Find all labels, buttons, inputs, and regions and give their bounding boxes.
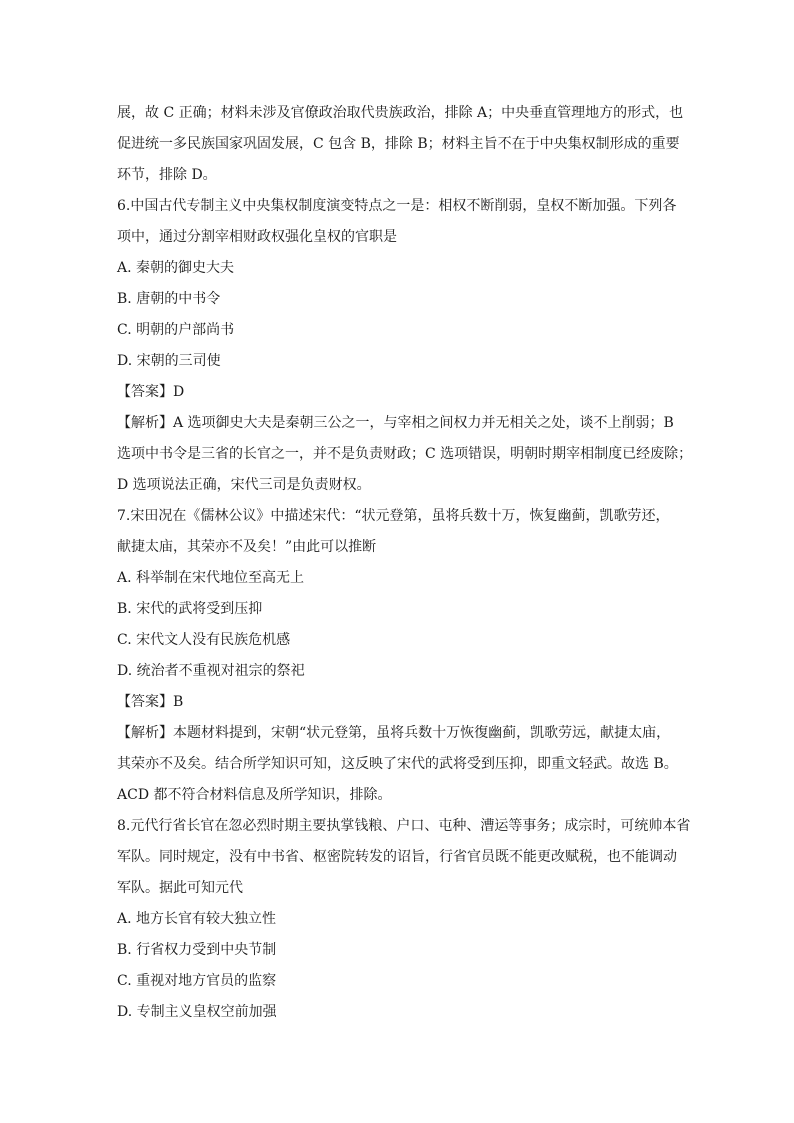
option-c: C. 重视对地方官员的监察 [117,973,277,989]
question-stem: 7.宋田况在《儒林公议》中描述宋代：“状元登第，虽将兵数十万，恢复幽蓟，凯歌劳还， [117,508,670,524]
option-d: D. 宋朝的三司使 [117,353,221,369]
question-stem: 军队。同时规定，没有中书省、枢密院转发的诏旨，行省官员既不能更改赋税，也不能调动 [117,849,677,865]
analysis-line: 【解析】A 选项御史大夫是秦朝三公之一，与宰相之间权力并无相关之处，谈不上削弱；B [117,415,674,431]
question-stem: 献捷太庙，其荣亦不及矣！”由此可以推断 [117,539,377,555]
option-b: B. 唐朝的中书令 [117,291,221,307]
question-7 [117,501,677,811]
previous-analysis-continuation [117,98,684,191]
option-a: A. 科举制在宋代地位至高无上 [117,570,305,586]
option-c: C. 宋代文人没有民族危机感 [117,632,291,648]
option-c: C. 明朝的户部尚书 [117,322,235,338]
option-b: B. 行省权力受到中央节制 [117,942,277,958]
question-stem: 军队。据此可知元代 [117,880,243,896]
analysis-line: ACD 都不符合材料信息及所学知识，排除。 [117,787,392,803]
analysis-line: 【解析】本题材料提到，宋朝“状元登第，虽将兵数十万恢復幽蓟，凯歌劳远，献捷太庙， [117,725,671,741]
question-8 [117,811,691,1028]
answer-line: 【答案】B [117,694,184,710]
text-line: 环节，排除 D。 [117,167,217,183]
option-d: D. 统治者不重视对祖宗的祭祀 [117,663,305,679]
analysis-line: 选项中书令是三省的长官之一，并不是负责财政；C 选项错误，明朝时期宰相制度已经废除； [117,446,693,462]
text-line: 促进统一多民族国家巩固发展，C 包含 B，排除 B；材料主旨不在于中央集权制形成的重要 [117,136,680,152]
option-b: B. 宋代的武将受到压抑 [117,601,263,617]
document-body [117,98,693,1028]
option-d: D. 专制主义皇权空前加强 [117,1004,277,1020]
question-6 [117,191,693,501]
answer-line: 【答案】D [117,384,185,400]
text-line: 展，故 C 正确；材料未涉及官僚政治取代贵族政治，排除 A；中央垂直管理地方的形式，也 [117,105,684,121]
option-a: A. 秦朝的御史大夫 [117,260,235,276]
question-stem: 8.元代行省长官在忽必烈时期主要执掌钱粮、户口、屯种、漕运等事务；成宗时，可统帅本省 [117,818,691,834]
analysis-line: D 选项说法正确，宋代三司是负责财权。 [117,477,371,493]
option-a: A. 地方长官有较大独立性 [117,911,277,927]
question-stem: 6.中国古代专制主义中央集权制度演变特点之一是：相权不断削弱，皇权不断加强。下列各 [117,198,677,214]
question-stem: 项中，通过分割宰相财政权强化皇权的官职是 [117,229,397,245]
analysis-line: 其荣亦不及矣。结合所学知识可知，这反映了宋代的武将受到压抑，即重文轻武。故选 B。 [117,756,678,772]
